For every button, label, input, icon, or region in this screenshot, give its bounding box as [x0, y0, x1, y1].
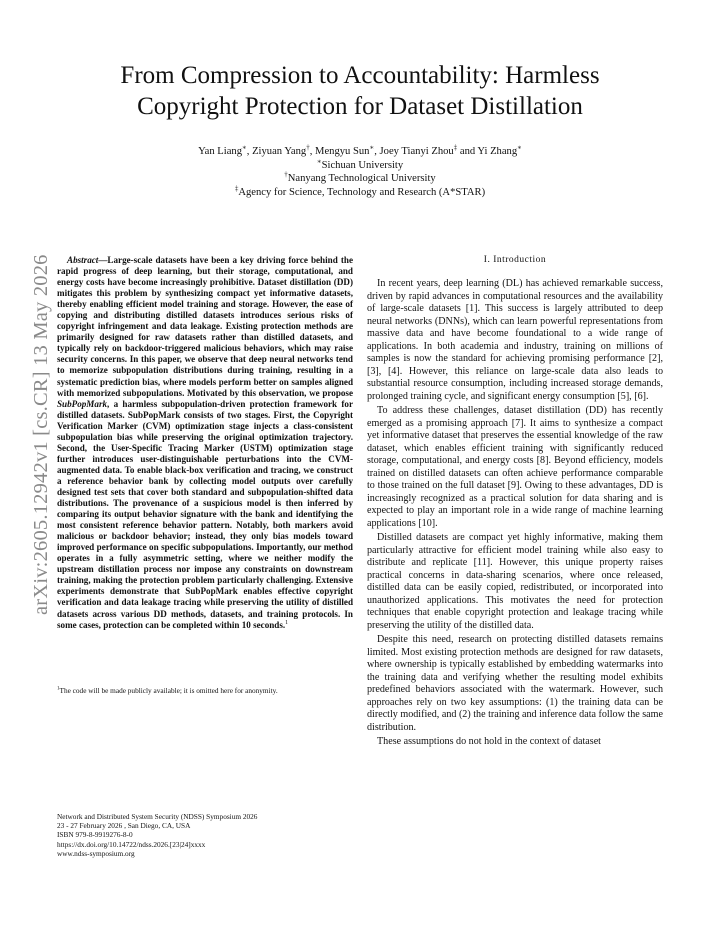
venue-info: [57, 812, 353, 858]
method-name: SubPopMark: [57, 398, 108, 409]
venue-line: www.ndss-symposium.org: [57, 848, 135, 858]
author-block: [40, 145, 680, 199]
affiliation-mark: †: [284, 170, 288, 179]
abstract-label: Abstract: [67, 255, 99, 265]
section-heading: I. Introduction: [483, 255, 547, 265]
author-name: Mengyu Sun: [315, 146, 370, 157]
abstract-text-b: , a harmless subpopulation-driven protection framework for distilled datasets. SubPopMark consists of two stages. First, the Copyright Verification Marker (CVM) optimization stage injects a class-consistent subpopulation bias while preserving the original optimization trajectory. Second, the User-Specific Tracing Marker (USTM) optimization stage further introduces user-distinguishable perturbations into the CVM-augmented data. To enable black-box verification and tracing, we construct a reference behavior bank by collecting model outputs over carefully designed test sets that cover both standard and subpopulation-shifted data distributions. The provenance of a suspicious model is then inferred by comparing its output behavior signature with the bank and identifying the most consistent reference behavior pattern. Notably, both markers avoid malicious or backdoor behavior; instead, they only bias models toward improved performance on specific subpopulations. Importantly, our method operates in a fully asymmetric setting, where we neither modify the upstream distillation process nor impose any constraints on downstream training, making the protection problem particularly challenging. Extensive experiments demonstrate that SubPopMark enables effective copyright verification and data leakage tracing while preserving the utility of distilled datasets across various DD methods, datasets, and training protocols. In some cases, protection can be completed within 10 seconds.: [57, 398, 353, 630]
author-sep: and: [457, 146, 478, 157]
title-line-2: Copyright Protection for Dataset Distillation: [137, 93, 583, 120]
venue-line: Network and Distributed System Security (NDSS) Symposium 2026: [57, 812, 258, 821]
author-name: Yan Liang: [198, 146, 243, 157]
venue-line: ISBN 979-8-9919276-8-0: [57, 830, 133, 840]
footnote-text: The code will be made publicly available; it is omitted here for anonymity.: [59, 686, 278, 695]
footnote-mark: 1: [57, 686, 60, 692]
footnote: [57, 686, 353, 696]
author-mark: ∗: [369, 143, 375, 152]
affiliation-text: Nanyang Technological University: [287, 173, 436, 184]
author-sep: ,: [246, 146, 253, 157]
author-name: Yi Zhang: [477, 146, 518, 157]
author-list: [40, 145, 680, 159]
author-mark: ‡: [453, 143, 458, 152]
left-column: [57, 255, 353, 631]
author-sep: ,: [309, 146, 316, 157]
paragraph: In recent years, deep learning (DL) has achieved remarkable success, driven by rapid advances in computational resources and the availability of large-scale datasets [1]. This success is largely attributed to deep neural networks (DNNs), which can learn powerful representations from massive data and have become foundational to a wide range of applications. In both academia and industry, training on millions of samples is now the standard for achieving promising performance [2], [3], [4]. However, this reliance on large-scale data also leads to substantial resource consumption, including increased storage demands, prolonged training cycle, and significant energy consumption [5], [6].: [367, 278, 663, 402]
paper-title: [40, 60, 680, 122]
paragraph: These assumptions do not hold in the context of dataset: [377, 736, 601, 747]
affiliation-text: Agency for Science, Technology and Research (A*STAR): [238, 186, 486, 198]
paragraph: To address these challenges, dataset distillation (DD) has recently emerged as a promising approach [7]. It aims to synthesize a compact yet informative dataset that preserves the essential knowledge of the raw dataset, which enables efficient training with significantly reduced storage, computational, and energy costs [8]. Beyond efficiency, models trained on distilled datasets can often achieve performance comparable to those trained on the full dataset [9]. Owing to these advantages, DD is increasingly recognized as a practical solution for data sharing and is expected to play an important role in a wide range of machine learning applications [10].: [367, 405, 663, 529]
affiliation-mark: ‡: [234, 183, 239, 192]
abstract: [57, 255, 353, 631]
venue-line: https://dx.doi.org/10.14722/ndss.2026.[23|24]xxxx: [57, 839, 206, 849]
right-column: [367, 255, 663, 751]
paragraph: Despite this need, research on protecting distilled datasets remains limited. Most existing protection methods are designed for raw datasets, where ownership is typically established by embedding watermarks into the training data and verifying whether the resulting model exhibits predefined behaviors associated with the watermark. However, such approaches rely on two key assumptions: (1) the training data can be directly modified, and (2) the training and inference data follow the same distribution.: [367, 634, 663, 733]
affiliation: [40, 156, 680, 173]
affiliation-text: Sichuan University: [321, 159, 404, 171]
paragraph: Distilled datasets are compact yet highly informative, making them particularly attractive for efficient model training while also easy to distribute and replicate [11]. However, this unique property raises practical concerns in data-sharing scenarios, where once released, distilled data can be easily copied, redistributed, or incorporated into unauthorized applications. This motivates the need for protection techniques that enable copyright protection and leakage tracing while preserving the utility of the distilled data.: [367, 532, 663, 631]
affiliation: [40, 183, 680, 200]
author-sep: ,: [374, 146, 380, 157]
abstract-sep: —: [98, 255, 108, 265]
venue-line: 23 - 27 February 2026 , San Diego, CA, USA: [57, 821, 191, 831]
author-name: Ziyuan Yang: [252, 146, 307, 157]
affiliation: [40, 172, 680, 186]
author-mark: ∗: [242, 143, 247, 152]
affiliation-mark: ∗: [316, 156, 322, 165]
abstract-text-a: Large-scale datasets have been a key driving force behind the rapid progress of deep learning, but their storage, computational, and energy costs have become increasingly prohibitive. Dataset distillation (DD) mitigates this problem by synthesizing compact yet informative datasets, thereby enabling efficient model training and storage. However, the ease of copying and distributing distilled datasets introduces serious risks of copyright infringement and data leakage. Existing protection methods are primarily designed for raw datasets rather than distilled datasets, and typically rely on backdoor-triggered malicious behaviors, which may raise security concerns. In this paper, we observe that deep neural networks tend to memorize subpopulation distributions during training, resulting in a systematic prediction bias, where models perform better on samples aligned with memorized subpopulations. Motivated by this observation, we propose: [57, 255, 353, 398]
author-mark: ∗: [517, 143, 522, 152]
author-mark: †: [306, 143, 310, 152]
author-name: Joey Tianyi Zhou: [379, 146, 454, 157]
footnote-ref: 1: [285, 619, 289, 626]
title-line-1: From Compression to Accountability: Harmless: [120, 62, 600, 89]
arxiv-stamp: arXiv:2605.12942v1 [cs.CR] 13 May 2026: [30, 254, 52, 615]
